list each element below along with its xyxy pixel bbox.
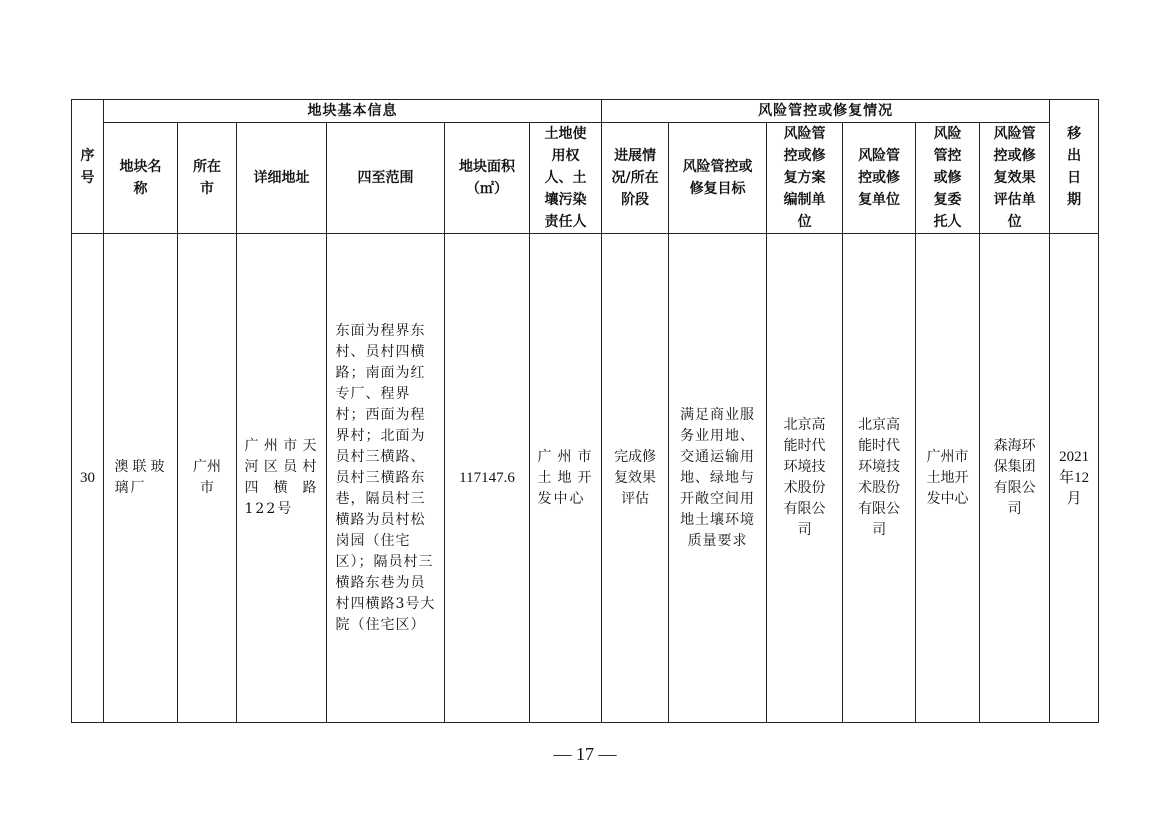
table-row	[72, 234, 1099, 723]
cell-removal-date: 2021年12月	[1050, 234, 1099, 723]
header-site-name: 地块名称	[104, 123, 178, 234]
header-progress: 进展情况/所在阶段	[602, 123, 669, 234]
cell-address: 广州市天河区员村四横路122号	[237, 234, 327, 723]
header-land-user: 土地使用权人、土壤污染责任人	[530, 123, 602, 234]
cell-client: 广州市土地开发中心	[916, 234, 980, 723]
cell-city: 广州市	[178, 234, 237, 723]
header-area: 地块面积（㎡）	[445, 123, 530, 234]
header-boundary: 四至范围	[327, 123, 445, 234]
cell-area: 117147.6	[445, 234, 530, 723]
cell-target: 满足商业服务业用地、交通运输用地、绿地与开敞空间用地土壤环境质量要求	[669, 234, 767, 723]
contaminated-site-table	[71, 99, 1099, 723]
header-group-risk-control: 风险管控或修复情况	[602, 100, 1050, 123]
header-city: 所在市	[178, 123, 237, 234]
header-group-basic-info: 地块基本信息	[104, 100, 602, 123]
header-removal-date: 移出日期	[1050, 100, 1099, 234]
header-assessment-unit: 风险管控或修复效果评估单位	[980, 123, 1050, 234]
cell-remediation-unit: 北京高能时代环境技术股份有限公司	[843, 234, 916, 723]
cell-boundary: 东面为程界东村、员村四横路；南面为红专厂、程界村；西面为程界村；北面为员村三横路、员村三横路东巷，隔员村三横路为员村松岗园（住宅区）；隔员村三横路东巷为员村四横路3号大院（住宅区）	[327, 234, 445, 723]
header-plan-unit: 风险管控或修复方案编制单位	[767, 123, 843, 234]
cell-seq: 30	[72, 234, 104, 723]
cell-progress: 完成修复效果评估	[602, 234, 669, 723]
cell-assessment-unit: 森海环保集团有限公司	[980, 234, 1050, 723]
page-number: — 17 —	[553, 744, 617, 764]
cell-land-user: 广州市土地开发中心	[530, 234, 602, 723]
header-client: 风险管控或修复委托人	[916, 123, 980, 234]
header-seq: 序号	[72, 100, 104, 234]
cell-plan-unit: 北京高能时代环境技术股份有限公司	[767, 234, 843, 723]
header-target: 风险管控或修复目标	[669, 123, 767, 234]
header-remediation-unit: 风险管控或修复单位	[843, 123, 916, 234]
cell-site-name: 澳联玻璃厂	[104, 234, 178, 723]
header-address: 详细地址	[237, 123, 327, 234]
